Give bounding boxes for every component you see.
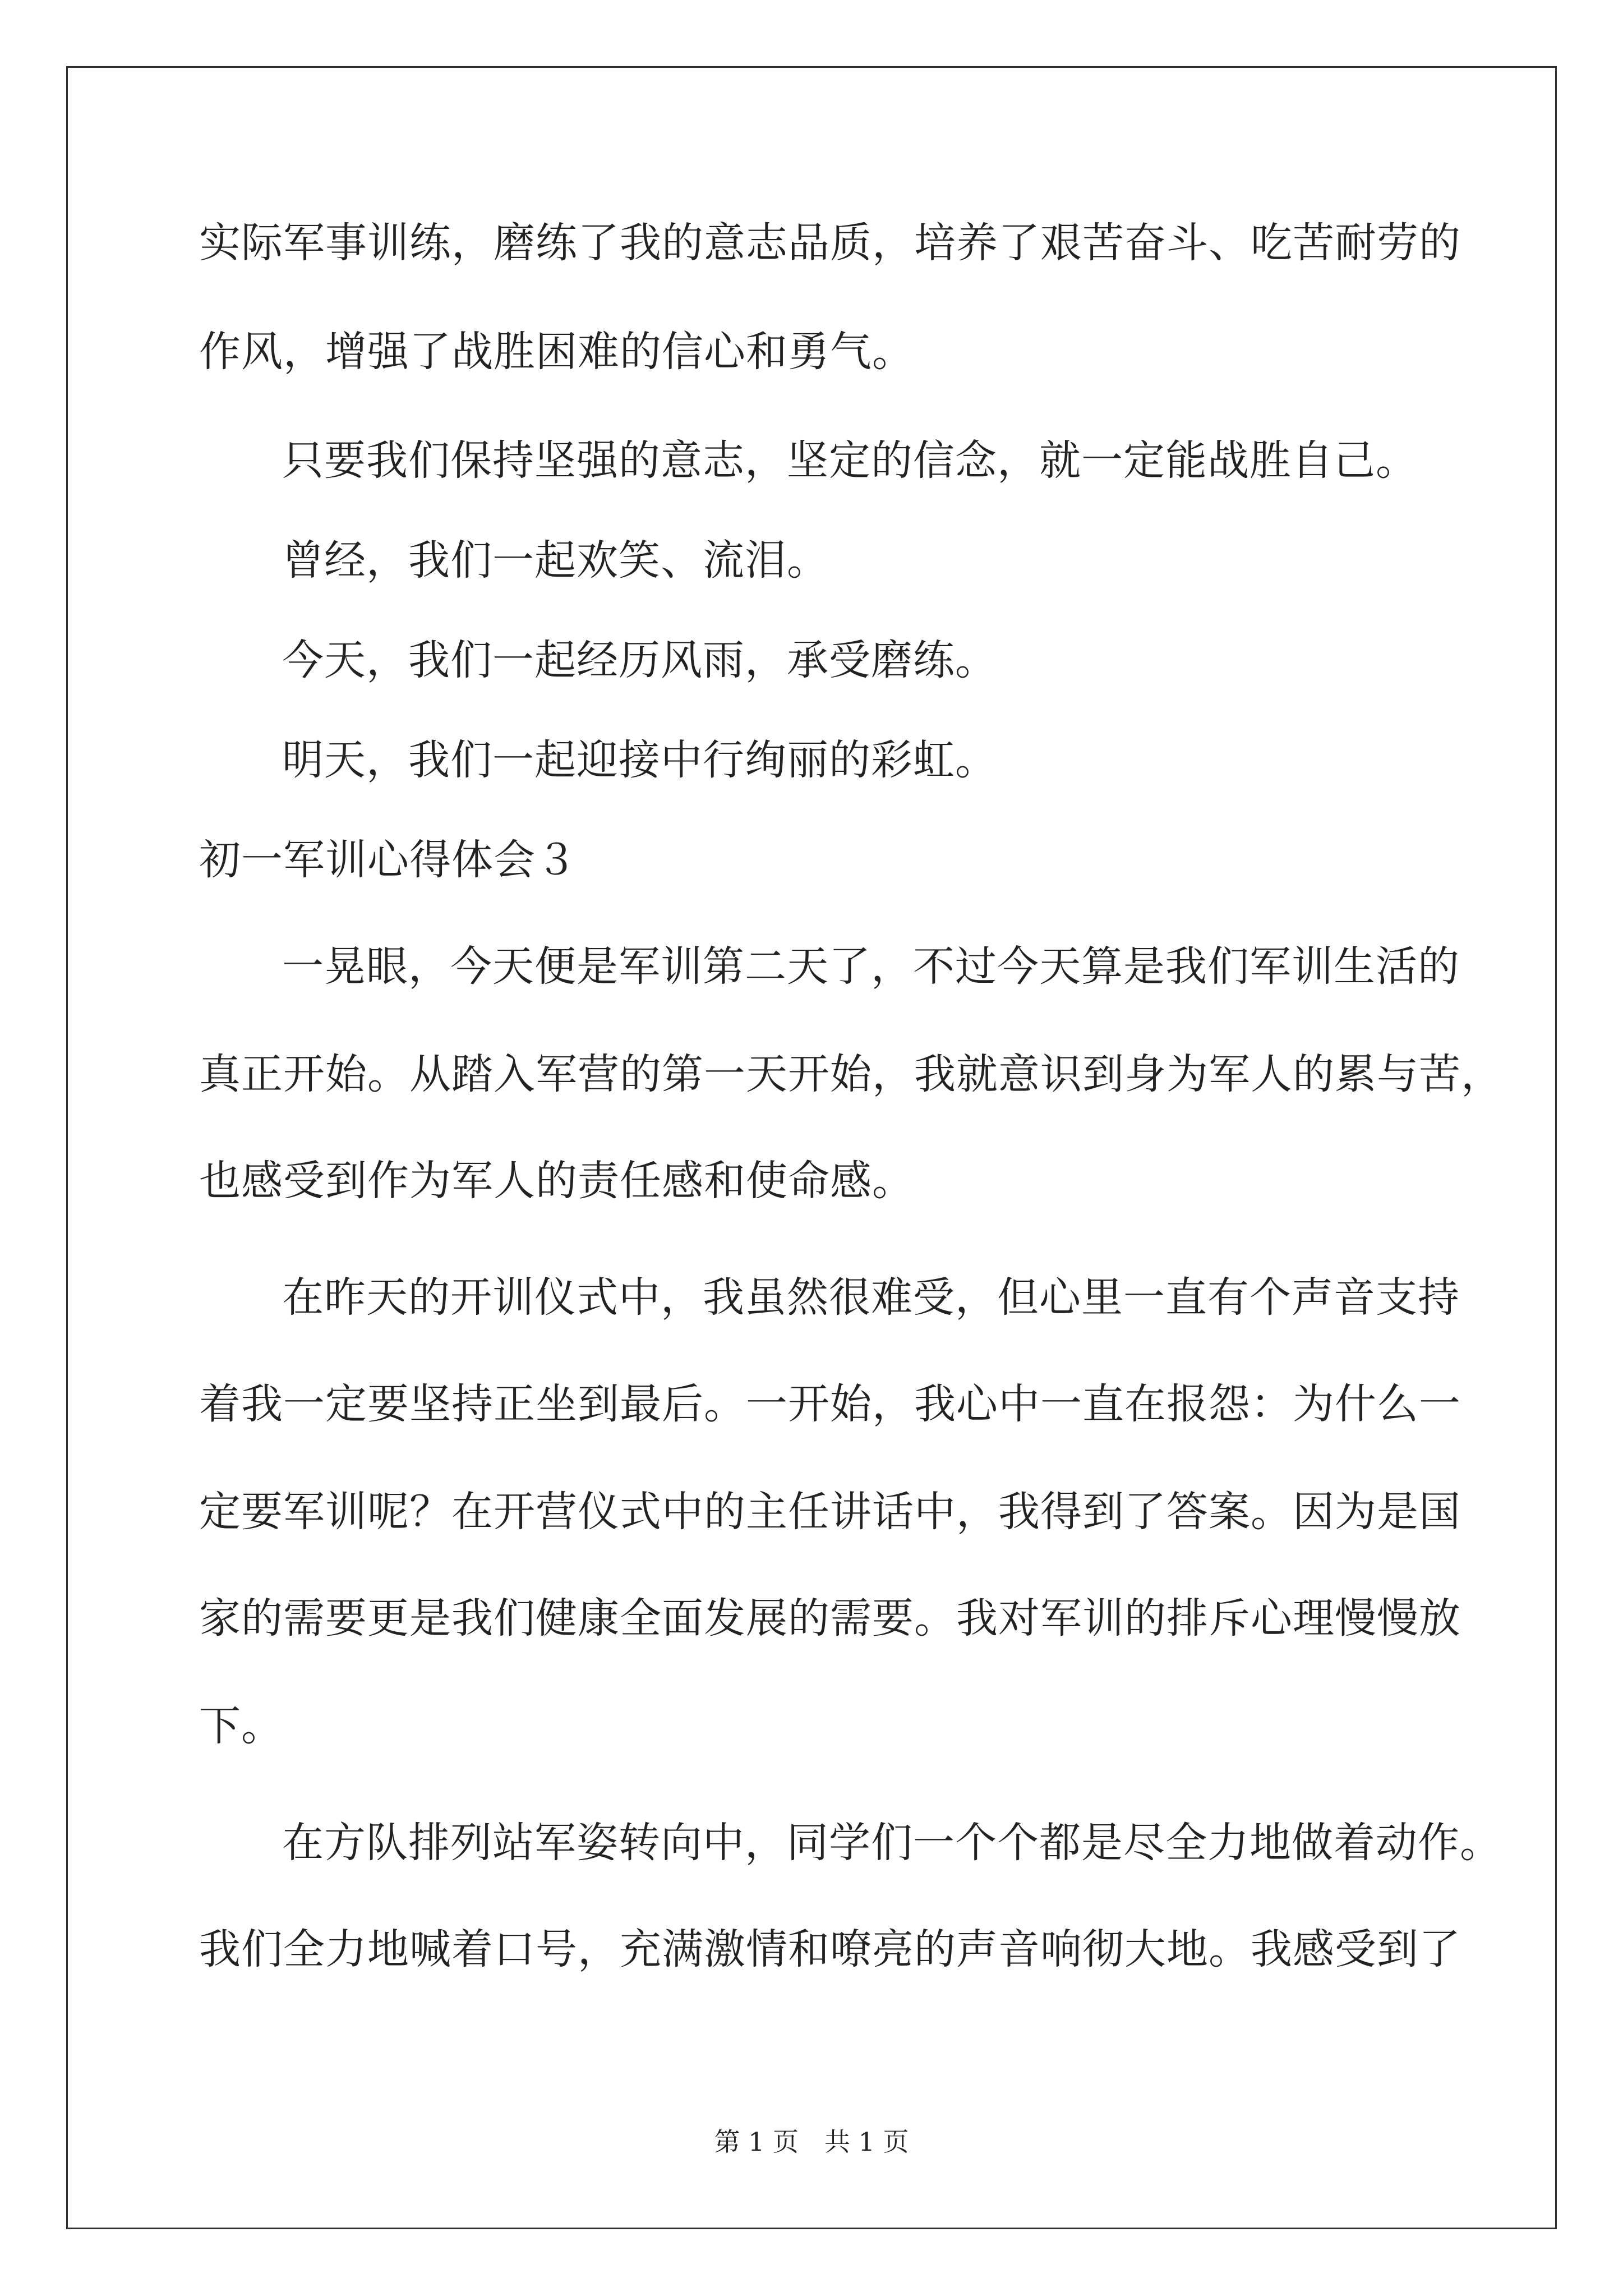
text-line: 曾经，我们一起欢笑、流泪。 [282,536,829,585]
text-line: 只要我们保持坚强的意志，坚定的信念，就一定能战胜自己。 [282,436,1418,485]
text-line: 在昨天的开训仪式中，我虽然很难受，但心里一直有个声音支持 [282,1273,1460,1322]
text-line: 明天，我们一起迎接中行绚丽的彩虹。 [282,736,997,784]
text-line: 着我一定要坚持正坐到最后。一开始，我心中一直在报怨：为什么一 [199,1380,1461,1428]
text-line: 真正开始。从踏入军营的第一天开始，我就意识到身为军人的累与苦， [199,1050,1503,1098]
text-line: 实际军事训练，磨练了我的意志品质，培养了艰苦奋斗、吃苦耐劳的 [199,219,1461,267]
text-line: 下。 [199,1702,283,1750]
text-line: 家的需要更是我们健康全面发展的需要。我对军训的排斥心理慢慢放 [199,1594,1461,1642]
text-line: 一晃眼，今天便是军训第二天了，不过今天算是我们军训生活的 [282,942,1460,991]
text-line: 我们全力地喊着口号，充满激情和嘹亮的声音响彻大地。我感受到了 [199,1925,1461,1973]
text-line: 在方队排列站军姿转向中，同学们一个个都是尽全力地做着动作。 [282,1819,1502,1867]
text-line: 今天，我们一起经历风雨，承受磨练。 [282,636,997,684]
text-line: 定要军训呢？在开营仪式中的主任讲话中，我得到了答案。因为是国 [199,1488,1461,1536]
text-line: 作风，增强了战胜困难的信心和勇气。 [199,328,914,376]
text-line: 也感受到作为军人的责任感和使命感。 [199,1157,914,1205]
section-heading: 初一军训心得体会３ [199,836,578,884]
page-footer: 第 1 页 共 1 页 [714,2127,909,2157]
page-border [66,66,1557,2229]
